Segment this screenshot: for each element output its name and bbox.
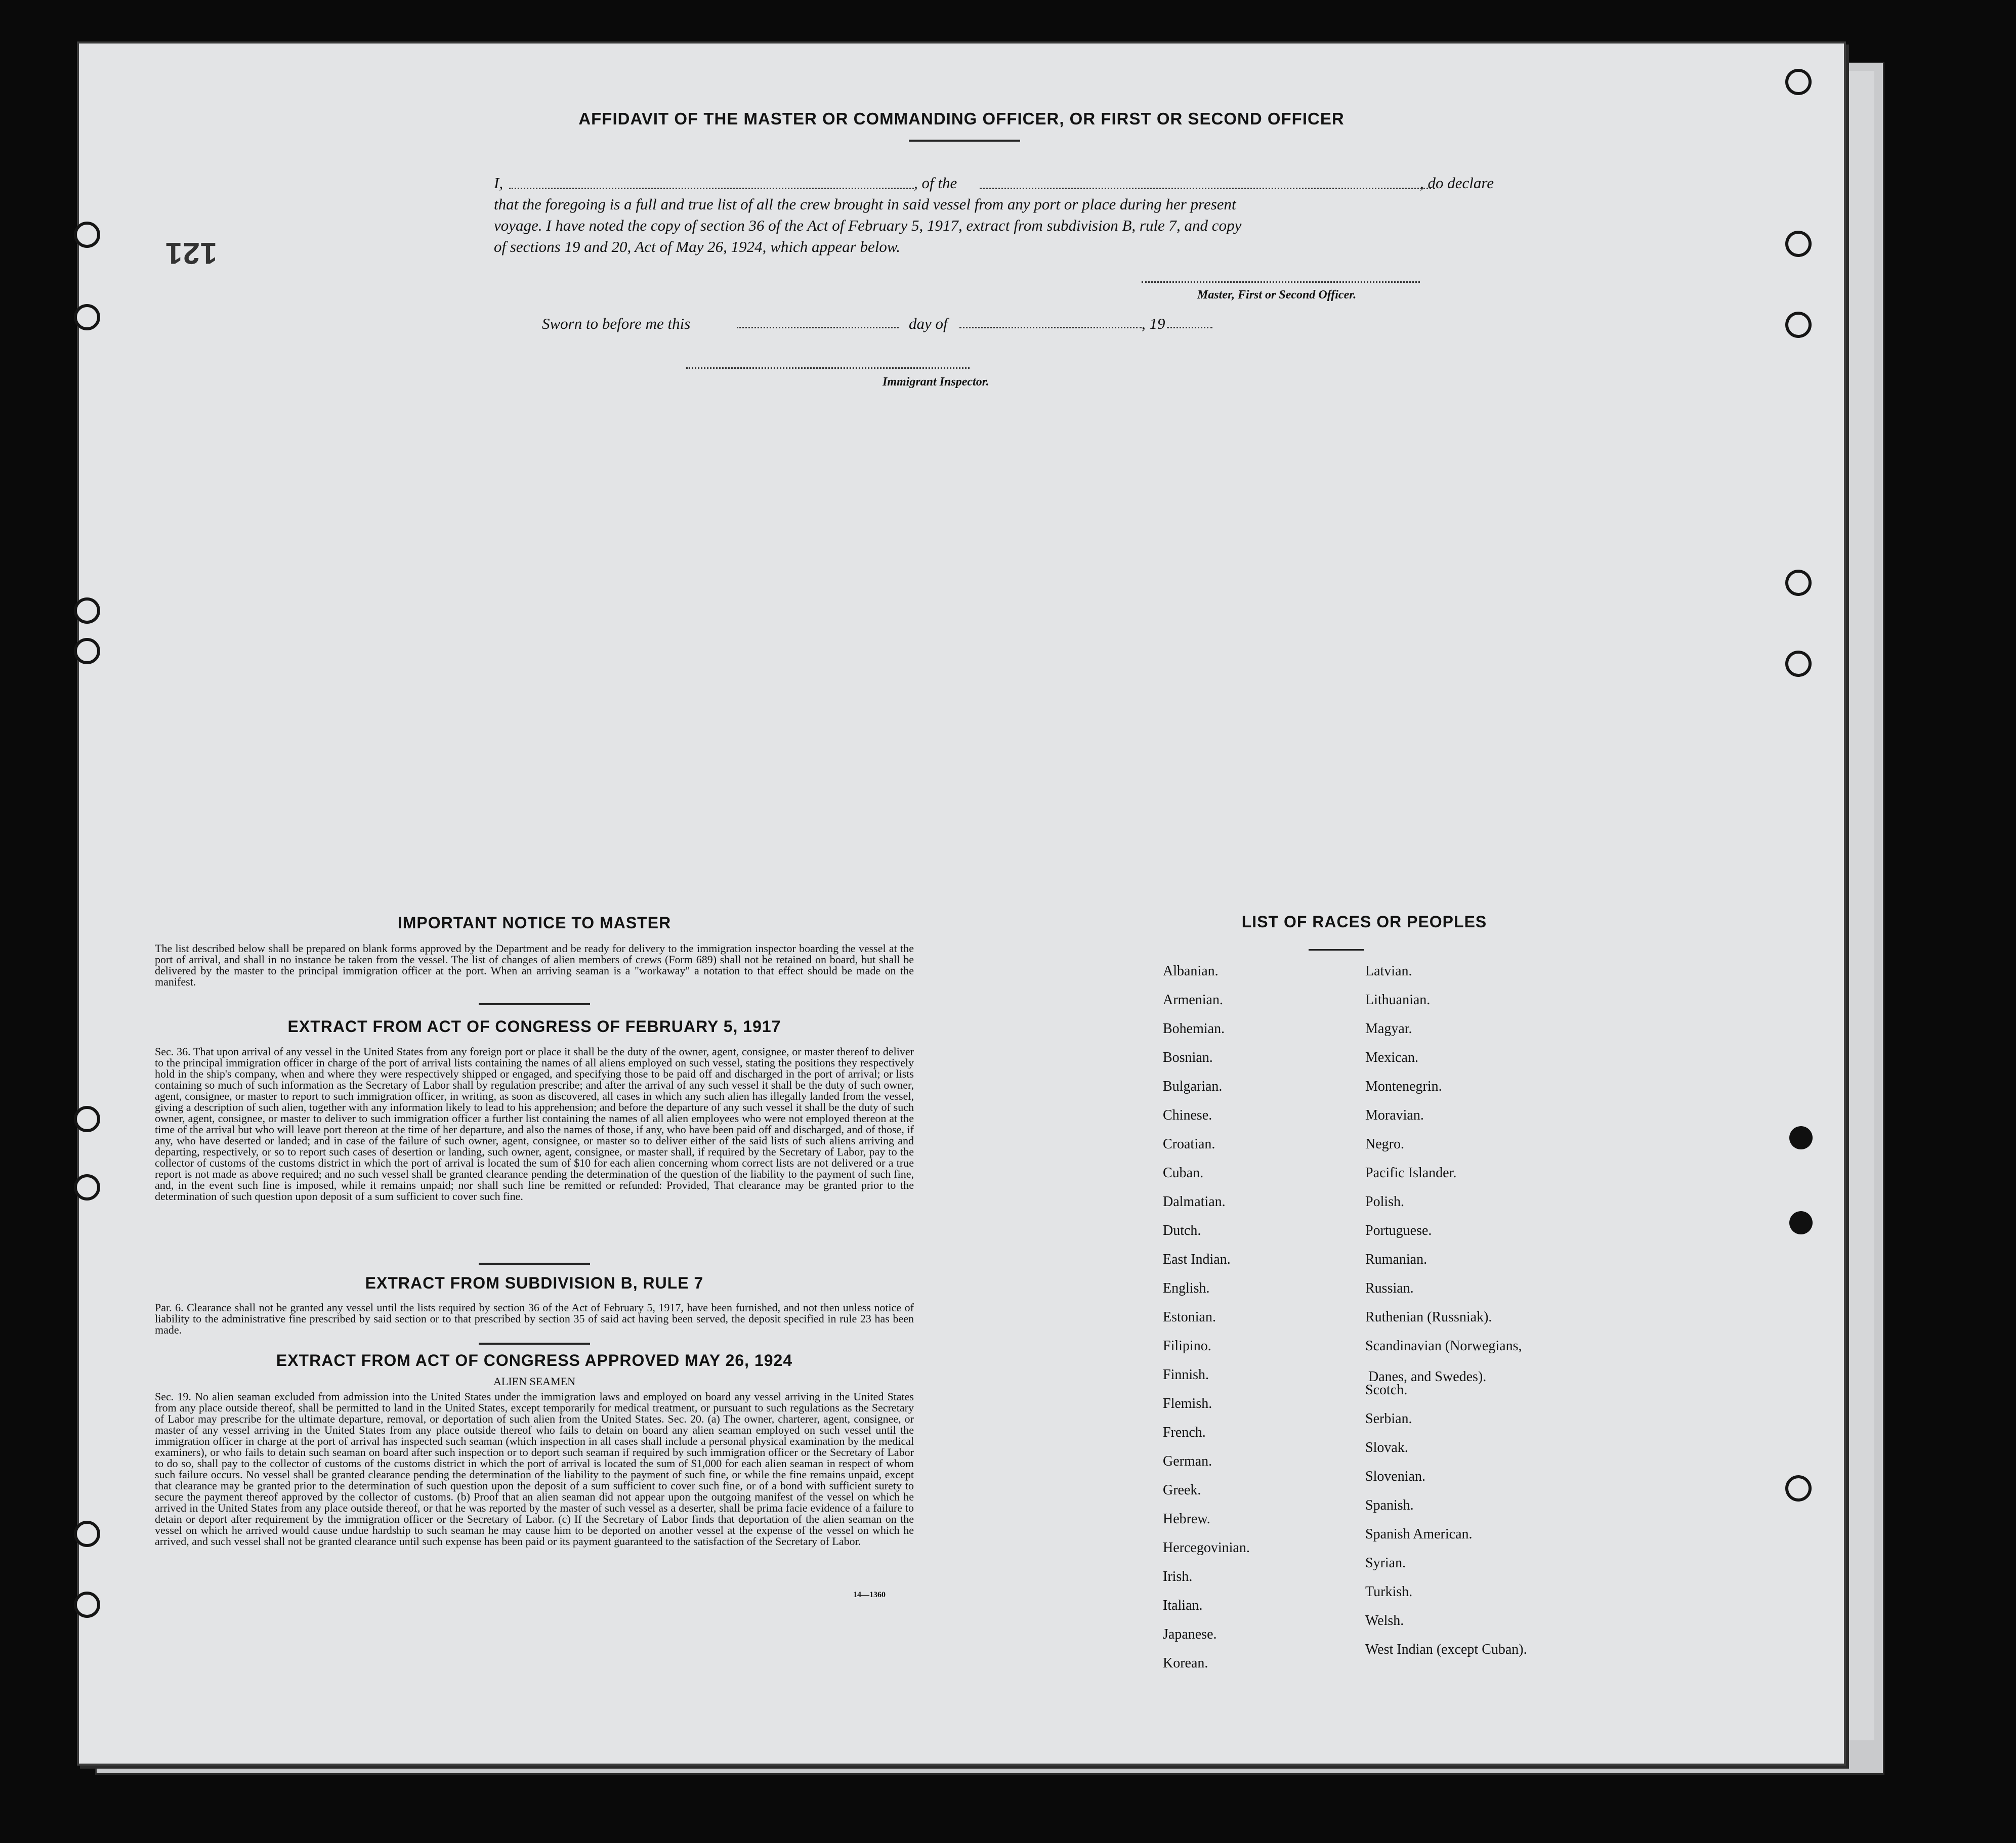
race-item: Mexican. [1365,1050,1418,1065]
month-blank[interactable] [959,327,1142,328]
signature-label: Master, First or Second Officer. [1197,288,1357,302]
rule7-title: EXTRACT FROM SUBDIVISION B, RULE 7 [365,1274,704,1292]
race-item: Lithuanian. [1365,992,1431,1008]
affidavit-title: AFFIDAVIT OF THE MASTER OR COMMANDING OFFICER, OR FIRST OR SECOND OFFICER [578,109,1345,128]
year-blank[interactable] [1167,327,1212,328]
vessel-blank[interactable] [980,178,1435,189]
punch-hole [74,1106,100,1132]
race-item: Hebrew. [1163,1511,1210,1527]
race-item-continuation: Danes, and Swedes). [1368,1369,1487,1385]
section-rule [479,1343,590,1345]
affidavit-line1-a: I, [494,174,503,192]
affidavit-line3: voyage. I have noted the copy of section 36 of the Act of February 5, 1917, extract from subdivision B, rule 7, and copy [494,217,1242,234]
race-item: Ruthenian (Russniak). [1365,1309,1492,1325]
punch-hole [1785,570,1812,596]
day-blank[interactable] [737,327,899,328]
race-item: English. [1163,1280,1210,1296]
race-item: Hercegovinian. [1163,1540,1250,1556]
race-item: Greek. [1163,1482,1201,1498]
race-item: West Indian (except Cuban). [1365,1642,1527,1657]
race-item: Rumanian. [1365,1252,1427,1267]
affidavit-line2: that the foregoing is a full and true list of all the crew brought in said vessel from any port or place during her present [494,195,1236,213]
race-item: Filipino. [1163,1338,1211,1354]
races-rule [1309,949,1364,951]
punch-hole [74,222,100,248]
race-item: Moravian. [1365,1107,1424,1123]
race-item: Cuban. [1163,1165,1204,1181]
race-item: German. [1163,1453,1212,1469]
name-blank[interactable] [509,178,914,189]
race-item: Japanese. [1163,1626,1217,1642]
affidavit-line4: of sections 19 and 20, Act of May 26, 1924, which appear below. [494,238,901,255]
inspector-label: Immigrant Inspector. [883,375,989,389]
race-item: Russian. [1365,1280,1414,1296]
punch-hole [74,1174,100,1201]
extract-1917-title: EXTRACT FROM ACT OF CONGRESS OF FEBRUARY 5, 1917 [287,1017,781,1036]
race-item: Chinese. [1163,1107,1212,1123]
sworn-label: Sworn to before me this [542,315,691,332]
punch-hole [74,638,100,664]
title-rule [909,140,1020,142]
punch-hole [1785,1475,1812,1502]
affidavit-line1-c: , do declare [1420,174,1494,192]
race-item: Bulgarian. [1163,1079,1223,1094]
race-item: Magyar. [1365,1021,1412,1037]
race-item: Portuguese. [1365,1223,1432,1238]
affidavit-statement [494,173,1496,258]
race-item: Scotch. [1365,1382,1408,1398]
race-item: Pacific Islander. [1365,1165,1457,1181]
inspector-blank[interactable] [686,367,970,369]
race-item: Croatian. [1163,1136,1215,1152]
race-item: Bohemian. [1163,1021,1225,1037]
extract-1924-title: EXTRACT FROM ACT OF CONGRESS APPROVED MAY 26, 1924 [276,1351,793,1369]
race-item: Welsh. [1365,1613,1404,1628]
section-rule [479,1003,590,1005]
race-item: Albanian. [1163,963,1219,979]
races-title: LIST OF RACES OR PEOPLES [1241,913,1487,931]
affidavit-line1-b: , of the [914,174,957,192]
notice-body: The list described below shall be prepared on blank forms approved by the Department and be ready for delivery to the immigration inspector boarding the vessel at the port of arrival, and shall in no instance be taken from the vessel. The list of changes of alien members of crews (Form 689) shall not be retained on board, but shall be delivered by the master to the principal immigration officer at the port. When an arriving seaman is a "workaway" a notation to that effect should be made on the manifest. [155,942,914,988]
extract-1924-body: Sec. 19. No alien seaman excluded from admission into the United States under the immigration laws and employed on board any vessel arriving in the United States from any place outside thereof, shall be permitted to land in the United States, except temporarily for medical treatment, or pursuant to such regulations as the Secretary of Labor may prescribe for the ultimate departure, removal, or deportation of such alien from the United States. Sec. 20. (a) The owner, charterer, agent, consignee, or master of any vessel arriving in the United States from any place outside thereof who fails to detain on board any alien seaman employed on such vessel until the immigration officer in charge at the port of arrival has inspected such seaman (which inspection in all cases shall include a personal physical examination by the medical examiners), or who fails to detain such seaman on board after such inspection or to deport such seaman if required by such immigration officer or the Secretary of Labor to do so, shall pay to the collector of customs of the customs district in which the port of arrival is located the sum of $1,000 for each alien seaman in respect of whom such failure occurs. No vessel shall be granted clearance pending the determination of the liability to the payment of such fine, or while the fine remains unpaid, except that clearance may be granted prior to the determination of such question upon the deposit of a sum sufficient to cover such fine, or of a bond with sufficient surety to secure the payment thereof approved by the collector of customs. (b) Proof that an alien seaman did not appear upon the outgoing manifest of the vessel on which he arrived in the United States from any place outside thereof, or that he was reported by the master of such vessel as a deserter, shall be prima facie evidence of a failure to detain or deport after requirement by the immigration officer or the Secretary of Labor. (c) If the Secretary of Labor finds that deportation of the alien seaman on the vessel on which he arrived would cause undue hardship to such seaman he may cause him to be deported on another vessel at the expense of the vessel on which he arrived, and such vessel shall not be granted clearance until such expense has been paid or its payment guaranteed to the satisfaction of the Secretary of Labor. [155,1390,914,1548]
race-item: Flemish. [1163,1396,1212,1411]
race-item: Finnish. [1163,1367,1209,1383]
race-item: Montenegrin. [1365,1079,1442,1094]
race-item: Negro. [1365,1136,1404,1152]
document-page [77,41,1846,1766]
race-item: Italian. [1163,1598,1203,1613]
race-item: Dalmatian. [1163,1194,1226,1210]
race-item: Polish. [1365,1194,1405,1210]
punch-hole [1789,1126,1813,1149]
race-item: Slovenian. [1365,1469,1425,1484]
punch-hole [1785,69,1812,95]
race-item: Dutch. [1163,1223,1201,1238]
punch-hole [1785,231,1812,257]
race-item: Serbian. [1365,1411,1412,1427]
form-number: 14—1360 [853,1591,886,1599]
punch-hole [1785,312,1812,338]
rule7-body: Par. 6. Clearance shall not be granted any vessel until the lists required by section 36 of the Act of February 5, 1917, have been furnished, and not then unless notice of liability to the administrative fine prescribed by said section or to that prescribed by section 35 of said act having been served, the deposit specified in rule 23 has been made. [155,1301,914,1336]
race-item: Estonian. [1163,1309,1216,1325]
race-item: Irish. [1163,1569,1193,1584]
signature-blank[interactable] [1142,281,1420,283]
race-item: East Indian. [1163,1252,1231,1267]
race-item: Latvian. [1365,963,1412,979]
notice-title: IMPORTANT NOTICE TO MASTER [397,914,671,932]
punch-hole [1789,1211,1813,1234]
punch-hole [74,1592,100,1618]
race-item: Armenian. [1163,992,1223,1008]
year-label: , 19 [1142,315,1165,332]
race-item: Slovak. [1365,1440,1408,1455]
section-rule [479,1263,590,1265]
punch-hole [74,304,100,330]
extract-1917-body: Sec. 36. That upon arrival of any vessel in the United States from any foreign port or place it shall be the duty of the owner, agent, consignee, or master thereof to deliver to the principal immigration officer in charge of the port of arrival lists containing the names of all aliens employed on such vessel, stating the positions they respectively hold in the ship's company, when and where they were respectively shipped or engaged, and specifying those to be paid off and discharged in the port of arrival; or lists containing so much of such information as the Secretary of Labor shall by regulation prescribe; and after the arrival of any such vessel it shall be the duty of such owner, agent, consignee, or master to report to such immigration officer, in writing, as soon as discovered, all cases in which any such alien has illegally landed from the vessel, giving a description of such alien, together with any information likely to lead to his apprehension; and before the departure of any such vessel it shall be the duty of such owner, agent, consignee, or master to deliver to such immigration officer a further list containing the names of all alien employees who were not employed thereon at the time of the arrival but who will leave port thereon at the time of her departure, and also the names of those, if any, who have been paid off and discharged, and of those, if any, who have deserted or landed; and in case of the failure of such owner, agent, consignee, or master so to deliver either of the said lists of such aliens arriving and departing, respectively, or so to report such cases of desertion or landing, such owner, agent, consignee, or master shall, if required by the Secretary of Labor, pay to the collector of customs of the customs district in which the port of arrival is located the sum of $10 for each alien concerning whom correct lists are not delivered or a true report is not made as above required; and no such vessel shall be granted clearance pending the determination of the question of the liability to the payment of such fine, and, in the event such fine is imposed, while it remains unpaid; nor shall such fine be remitted or refunded: Provided, That clearance may be granted prior to the determination of such question upon deposit of a sum sufficient to cover such fine. [155,1045,914,1203]
race-item: Bosnian. [1163,1050,1213,1065]
race-item: Spanish. [1365,1497,1414,1513]
day-of-label: day of [909,315,948,332]
race-item: Turkish. [1365,1584,1413,1600]
extract-1924-subtitle: ALIEN SEAMEN [493,1375,575,1388]
race-item: Scandinavian (Norwegians, [1365,1338,1522,1354]
margin-mark: 121 [165,236,218,270]
punch-hole [74,1521,100,1547]
race-item: Spanish American. [1365,1526,1473,1542]
punch-hole [1785,651,1812,677]
punch-hole [74,597,100,624]
race-item: Syrian. [1365,1555,1406,1571]
race-item: Korean. [1163,1655,1208,1671]
race-item: French. [1163,1425,1206,1440]
